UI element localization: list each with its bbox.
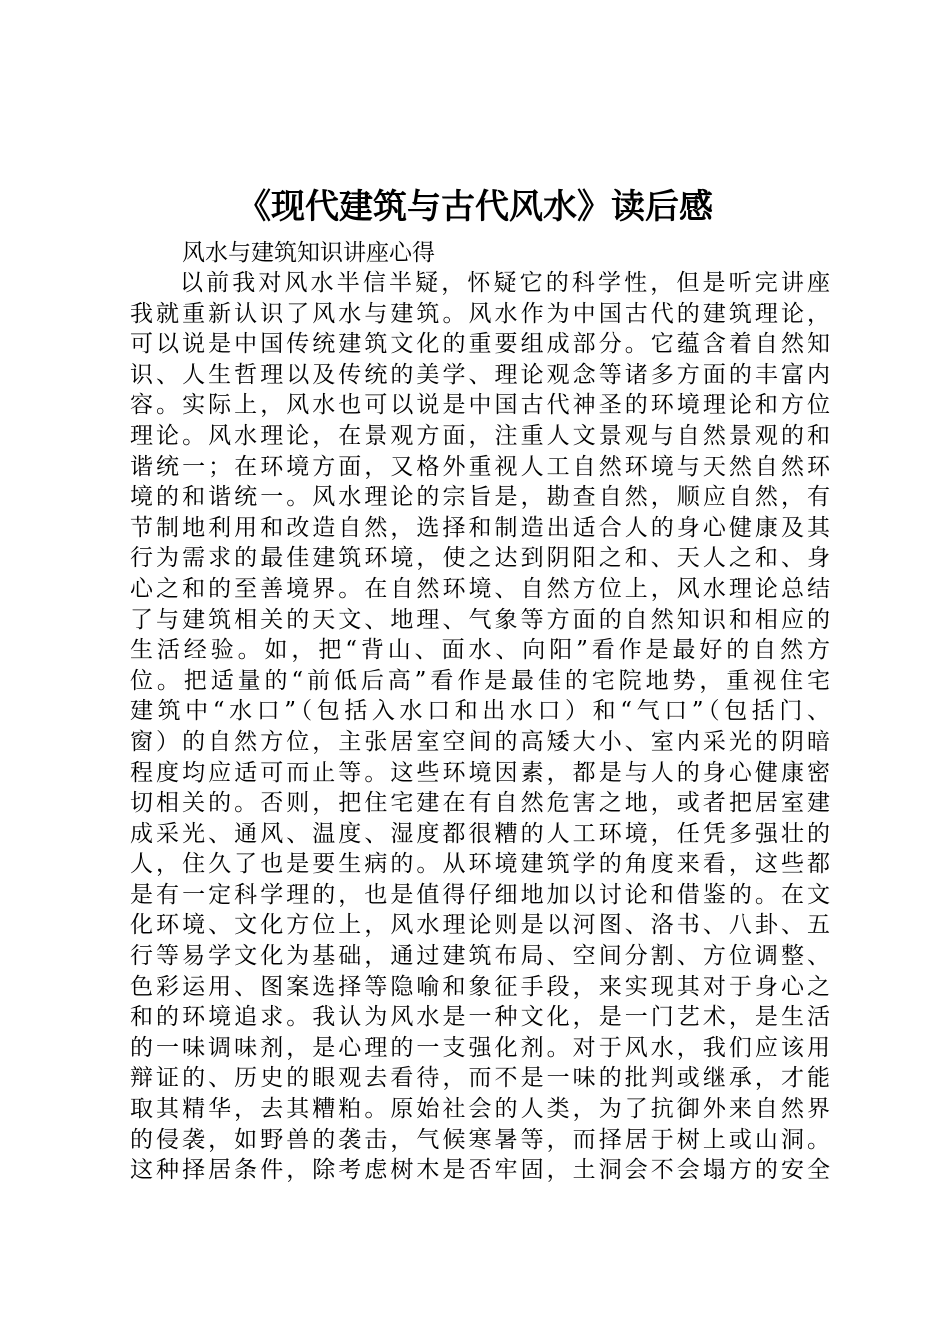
text-line: 人，住久了也是要生病的。从环境建筑学的角度来看，这些都 — [130, 851, 830, 878]
text-line: 是有一定科学理的，也是值得仔细地加以讨论和借鉴的。在文 — [130, 881, 830, 908]
text-line: 心之和的至善境界。在自然环境、自然方位上，风水理论总结 — [130, 575, 830, 602]
text-line: 容。实际上，风水也可以说是中国古代神圣的环境理论和方位 — [130, 392, 830, 419]
text-line: 色彩运用、图案选择等隐喻和象征手段，来实现其对于身心之 — [130, 973, 830, 1000]
text-line: 识、人生哲理以及传统的美学、理论观念等诸多方面的丰富内 — [130, 361, 830, 388]
text-line: 取其精华，去其糟粕。原始社会的人类，为了抗御外来自然界 — [130, 1096, 830, 1123]
text-line: 的一味调味剂，是心理的一支强化剂。对于风水，我们应该用 — [130, 1034, 830, 1061]
text-line: 行等易学文化为基础，通过建筑布局、空间分割、方位调整、 — [130, 943, 830, 970]
text-line: 切相关的。否则，把住宅建在有自然危害之地，或者把居室建 — [130, 790, 830, 817]
text-line: 谐统一；在环境方面，又格外重视人工自然环境与天然自然环 — [130, 453, 830, 480]
text-line: 和的环境追求。我认为风水是一种文化，是一门艺术，是生活 — [130, 1004, 830, 1031]
text-line: 辩证的、历史的眼观去看待，而不是一味的批判或继承，才能 — [130, 1065, 830, 1092]
page-title: 《现代建筑与古代风水》读后感 — [237, 187, 713, 227]
text-line: 化环境、文化方位上，风水理论则是以河图、洛书、八卦、五 — [130, 912, 830, 939]
text-line: 以前我对风水半信半疑，怀疑它的科学性，但是听完讲座 — [180, 270, 830, 296]
text-line: 节制地利用和改造自然，选择和制造出适合人的身心健康及其 — [130, 514, 830, 541]
text-line: 了与建筑相关的天文、地理、气象等方面的自然知识和相应的 — [130, 606, 830, 633]
text-line: 行为需求的最佳建筑环境，使之达到阴阳之和、天人之和、身 — [130, 545, 830, 572]
page-subtitle: 风水与建筑知识讲座心得 — [182, 240, 435, 266]
text-line: 可以说是中国传统建筑文化的重要组成部分。它蕴含着自然知 — [130, 331, 830, 358]
text-line: 生活经验。如，把“背山、面水、向阳”看作是最好的自然方 — [130, 637, 830, 664]
text-line: 建筑中“水口”（包括入水口和出水口）和“气口”（包括门、 — [130, 698, 830, 725]
text-line: 成采光、通风、温度、湿度都很糟的人工环境，任凭多强壮的 — [130, 820, 830, 847]
text-line: 这种择居条件，除考虑树木是否牢固，土洞会不会塌方的安全 — [130, 1157, 830, 1184]
text-line: 位。把适量的“前低后高”看作是最佳的宅院地势，重视住宅 — [130, 667, 830, 694]
text-line: 我就重新认识了风水与建筑。风水作为中国古代的建筑理论， — [130, 300, 830, 327]
text-line: 窗）的自然方位，主张居室空间的高矮大小、室内采光的阴暗 — [130, 728, 830, 755]
text-line: 境的和谐统一。风水理论的宗旨是，勘查自然，顺应自然，有 — [130, 484, 830, 511]
text-line: 的侵袭，如野兽的袭击，气候寒暑等，而择居于树上或山洞。 — [130, 1126, 830, 1153]
text-line: 程度均应适可而止等。这些环境因素，都是与人的身心健康密 — [130, 759, 830, 786]
body-text — [130, 268, 830, 1186]
text-line: 理论。风水理论，在景观方面，注重人文景观与自然景观的和 — [130, 422, 830, 449]
